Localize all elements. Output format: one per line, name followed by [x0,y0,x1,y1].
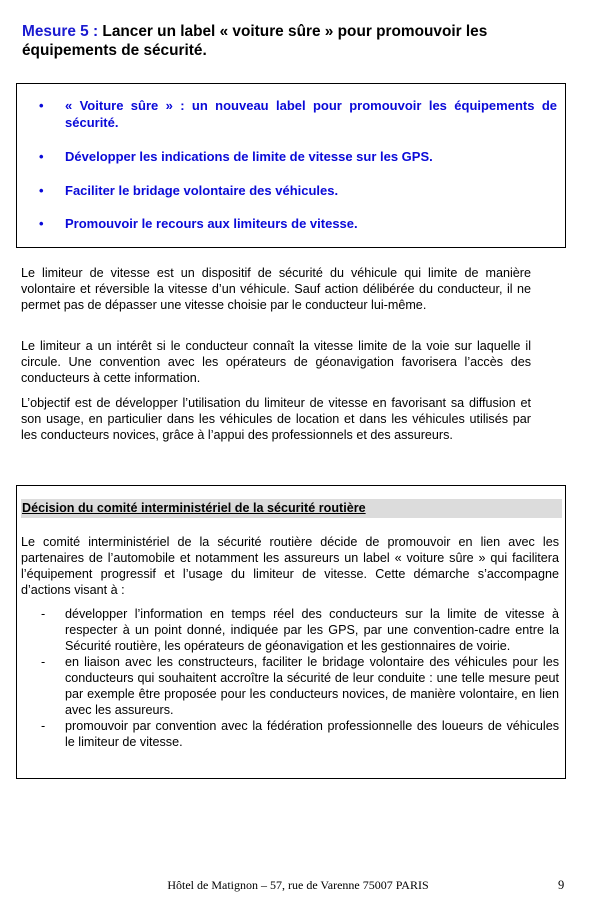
measures-box [16,83,566,248]
measure-number: Mesure 5 : [22,23,99,40]
measure-item-text: « Voiture sûre » : un nouveau label pour promouvoir les équipements de sécurité. [65,98,557,130]
paragraph-limiter-definition: Le limiteur de vitesse est un dispositif de sécurité du véhicule qui limite de manière volontaire et réversible la vitesse d’un véhicule. Sauf action délibérée du conducteur, il ne permet pas de dépasser une vitesse choisie par le conducteur lui-même. [21,266,531,312]
decision-item-text: développer l’information en temps réel des conducteurs sur la limite de vitesse à respecter à un point donné, indiquée par les GPS, par une convention-cadre entre la Sécurité routière, les opérateurs de géonavigation et les gestionnaires de voirie. [65,607,559,653]
decision-item-text: en liaison avec les constructeurs, faciliter le bridage volontaire des véhicules pour les conducteurs qui souhaitent accroître la sécurité de leur conduite : une telle mesure peut par exemple être proposée pour les conducteurs novices, de manière volontaire, en lien avec les assureurs. [65,655,559,717]
decision-intro: Le comité interministériel de la sécurité routière décide de promouvoir en lien avec les partenaires de l’automobile et notamment les assureurs un label « voiture sûre » qui facilitera l’équipement progressif et l’usage du limiteur de vitesse. Cette démarche s’accompagne d’actions visant à : [21,535,559,597]
footer-address: Hôtel de Matignon – 57, rue de Varenne 75007 PARIS [167,878,429,892]
bullet-icon: • [39,183,44,198]
list-item [39,148,557,165]
list-item [39,215,557,232]
bullet-icon: • [39,149,44,164]
measure-item-text: Faciliter le bridage volontaire des véhicules. [65,183,339,198]
list-item [39,182,557,199]
list-item [21,718,559,750]
measure-item-text: Développer les indications de limite de vitesse sur les GPS. [65,149,433,164]
measure-heading [22,22,562,60]
decision-list [21,606,559,750]
list-item [21,654,559,718]
dash-icon: - [41,719,46,733]
dash-icon: - [41,607,46,621]
decision-box [16,485,566,779]
list-item [21,606,559,654]
measure-item-text: Promouvoir le recours aux limiteurs de vitesse. [65,216,358,231]
dash-icon: - [41,655,46,669]
bullet-icon: • [39,216,44,231]
paragraph-limiter-interest: Le limiteur a un intérêt si le conducteur connaît la vitesse limite de la voie sur laquelle il circule. Une convention avec les opérateurs de géonavigation favorisera l’accès des conducteurs à cette information. [21,339,531,385]
decision-item-text: promouvoir par convention avec la fédération professionnelle des loueurs de véhicules le limiteur de vitesse. [65,719,559,749]
bullet-icon: • [39,98,44,113]
list-item [39,97,557,131]
page-number: 9 [558,878,565,892]
paragraph-objective: L’objectif est de développer l’utilisation du limiteur de vitesse en favorisant sa diffusion et son usage, en particulier dans les véhicules de location et dans les véhicules utilisés par les conducteurs novices, grâce à l’appui des professionnels et des assureurs. [21,396,531,442]
measure-title: Lancer un label « voiture sûre » pour promouvoir les équipements de sécurité. [22,23,488,59]
decision-title: Décision du comité interministériel de la sécurité routière [21,499,562,518]
